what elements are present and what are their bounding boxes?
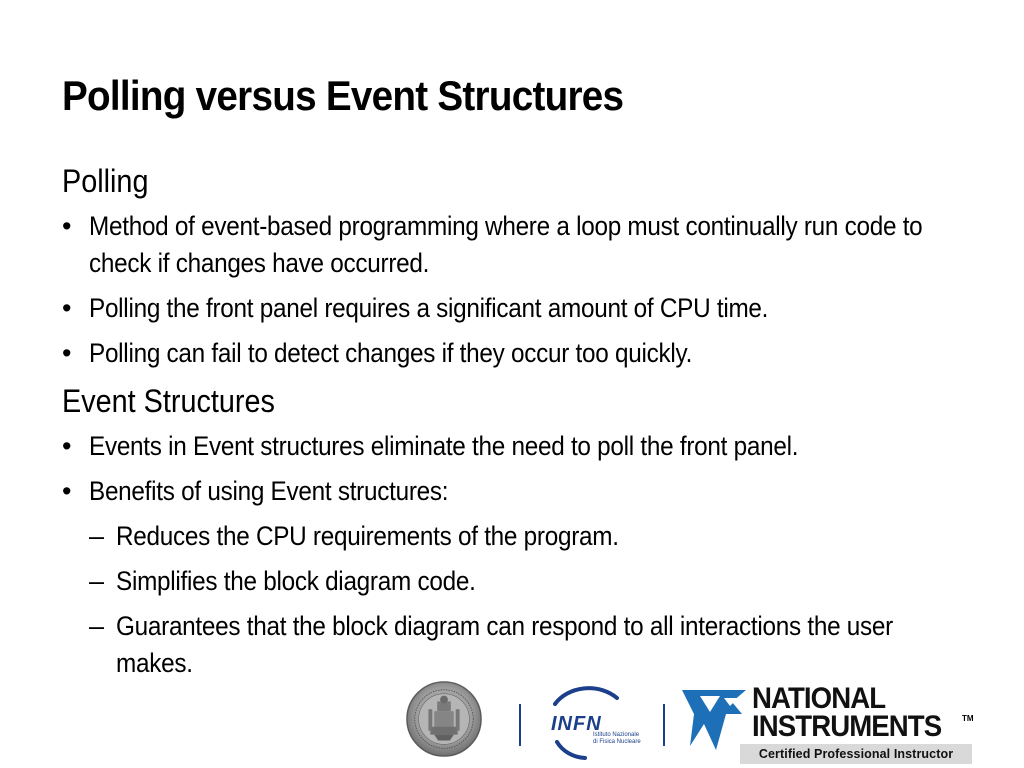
bullet-marker: • bbox=[62, 293, 72, 323]
bullet-text: Events in Event structures eliminate the need to poll the front panel. bbox=[89, 431, 799, 461]
sub-bullet-item bbox=[62, 518, 962, 555]
sub-bullet-text: Guarantees that the block diagram can respond to all interactions the user makes. bbox=[116, 611, 893, 678]
sub-bullet-item bbox=[62, 608, 962, 682]
bullet-marker: • bbox=[62, 476, 72, 506]
infn-wordmark: INFN bbox=[551, 713, 602, 735]
infn-logo-icon bbox=[537, 682, 647, 762]
ni-wordmark-line1: NATIONAL bbox=[752, 682, 886, 715]
slide-title: Polling versus Event Structures bbox=[62, 72, 624, 119]
bullet-text: Polling the front panel requires a significant amount of CPU time. bbox=[89, 293, 769, 323]
bullet-text: Method of event-based programming where a loop must continually run code to check if changes have occurred. bbox=[89, 211, 923, 278]
sub-bullet-item bbox=[62, 563, 962, 600]
polling-bullet-list bbox=[62, 208, 962, 372]
ni-trademark: TM bbox=[962, 714, 974, 723]
infn-caption-line: di Fisica Nucleare bbox=[593, 739, 641, 745]
bullet-marker: • bbox=[62, 211, 72, 241]
footer-logos bbox=[405, 678, 1005, 768]
event-structures-bullet-list bbox=[62, 428, 962, 510]
logo-divider bbox=[663, 704, 665, 746]
section-heading-event-structures: Event Structures bbox=[62, 383, 275, 419]
bullet-item bbox=[62, 473, 962, 510]
sub-bullet-text: Simplifies the block diagram code. bbox=[116, 566, 476, 596]
benefits-sub-list bbox=[62, 518, 962, 682]
sub-bullet-marker: – bbox=[89, 566, 104, 596]
logo-divider bbox=[519, 704, 521, 746]
bullet-item bbox=[62, 290, 962, 327]
infn-caption bbox=[593, 732, 641, 746]
bullet-item bbox=[62, 335, 962, 372]
certified-instructor-badge: Certified Professional Instructor bbox=[740, 744, 972, 764]
sub-bullet-text: Reduces the CPU requirements of the program. bbox=[116, 521, 619, 551]
bullet-text: Polling can fail to detect changes if they occur too quickly. bbox=[89, 338, 693, 368]
sub-bullet-marker: – bbox=[89, 521, 104, 551]
sub-bullet-marker: – bbox=[89, 611, 104, 641]
bullet-marker: • bbox=[62, 431, 72, 461]
slide-content bbox=[62, 160, 962, 690]
infn-logo bbox=[537, 682, 647, 762]
bullet-marker: • bbox=[62, 338, 72, 368]
bullet-text: Benefits of using Event structures: bbox=[89, 476, 449, 506]
ni-wordmark-line2: INSTRUMENTS bbox=[752, 710, 942, 743]
bullet-item bbox=[62, 428, 962, 465]
university-seal-icon bbox=[405, 680, 483, 758]
bullet-item bbox=[62, 208, 962, 282]
national-instruments-logo bbox=[680, 684, 1000, 768]
section-heading-polling: Polling bbox=[62, 163, 149, 199]
infn-caption-line: Istituto Nazionale bbox=[593, 732, 640, 738]
